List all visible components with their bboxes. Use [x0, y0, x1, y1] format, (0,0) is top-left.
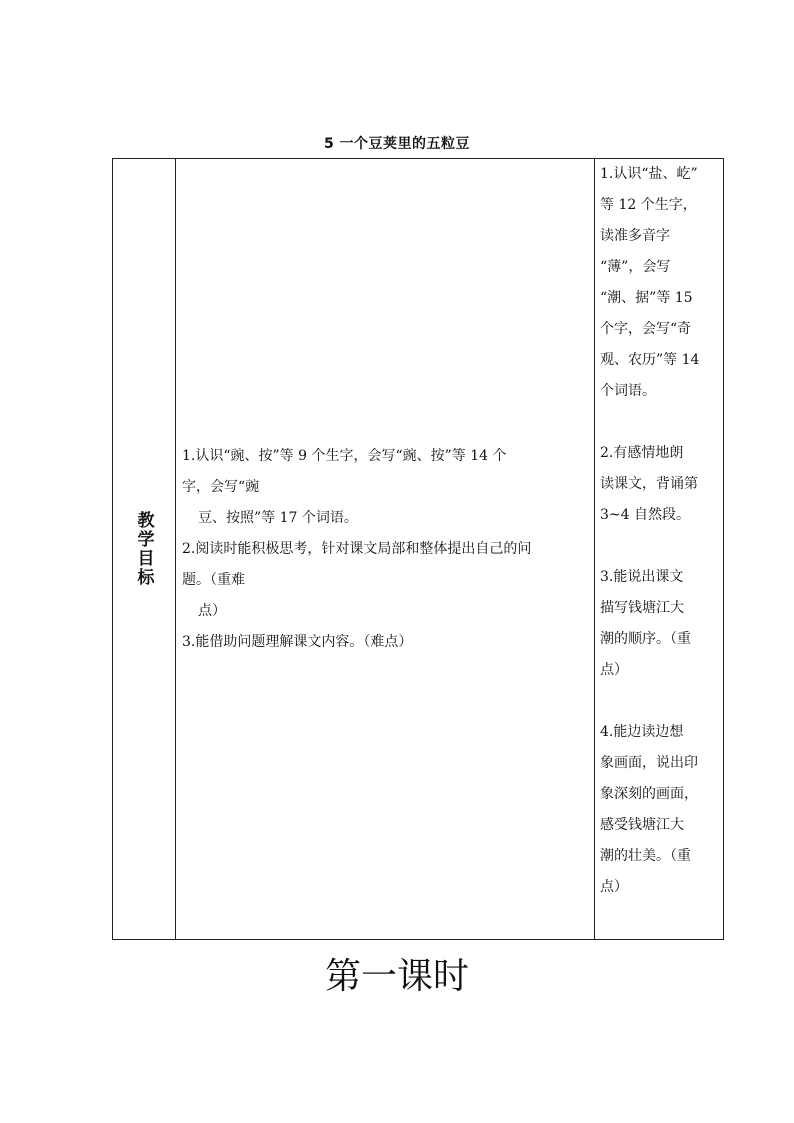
middle-goal-line: 点） [198, 602, 226, 619]
right-goal-line: 潮的顺序。（重 [600, 631, 691, 647]
right-goal-line: 感受钱塘江大 [600, 817, 684, 833]
right-goal-line: 潮的壮美。（重 [600, 848, 691, 864]
right-goal-line: 4.能边读边想 [600, 724, 684, 740]
right-goal-line: 象深刻的画面， [600, 786, 698, 802]
table-row [113, 159, 724, 940]
teaching-goals-table [112, 158, 724, 940]
middle-goal-line: 3.能借助问题理解课文内容。（难点） [182, 633, 413, 650]
right-goals-cell [595, 159, 724, 940]
right-goal-line: 3.能说出课文 [600, 569, 684, 585]
goal-group-3 [600, 562, 718, 686]
section-label: 教学目标 [133, 511, 154, 587]
right-goal-line: “薄”，会写 [600, 259, 671, 275]
middle-goal-line: 题。（重难 [182, 571, 245, 588]
right-goal-line: 2.有感情地朗 [600, 445, 684, 461]
right-goal-line: 观、农历”等 14 [600, 352, 700, 368]
right-goal-line: 等 12 个生字， [600, 197, 697, 213]
right-goal-line: 象画面，说出印 [600, 755, 698, 771]
lesson-title: 5 一个豆荚里的五粒豆 [323, 136, 471, 152]
middle-goals-cell [176, 159, 595, 940]
middle-goal-line: 2.阅读时能积极思考，针对课文局部和整体提出自己的问 [182, 540, 532, 557]
right-goal-line: 读课文，背诵第 [600, 476, 698, 492]
middle-goal-line: 字，会写“豌 [182, 478, 260, 495]
right-goal-line: “潮、据”等 15 [600, 290, 693, 306]
goal-group-2 [600, 438, 718, 531]
right-goal-line: 1.认识“盐、屹” [600, 166, 698, 182]
right-goal-line: 个字，会写“奇 [600, 321, 692, 337]
middle-goal-line: 豆、按照”等 17 个词语。 [198, 509, 358, 526]
right-goal-line: 3~4 自然段。 [600, 507, 690, 523]
right-goal-line: 描写钱塘江大 [600, 600, 684, 616]
middle-goal-line: 1.认识“豌、按”等 9 个生字，会写“豌、按”等 14 个 [182, 447, 507, 464]
right-goal-line: 读准多音字 [600, 228, 670, 244]
goal-group-4 [600, 717, 718, 903]
right-goal-line: 个词语。 [600, 383, 656, 399]
section-heading: 第一课时 [324, 956, 469, 997]
section-label-cell [113, 159, 176, 940]
goal-group-1 [600, 159, 718, 407]
right-goal-line: 点） [600, 879, 628, 895]
right-goal-line: 点） [600, 662, 628, 678]
